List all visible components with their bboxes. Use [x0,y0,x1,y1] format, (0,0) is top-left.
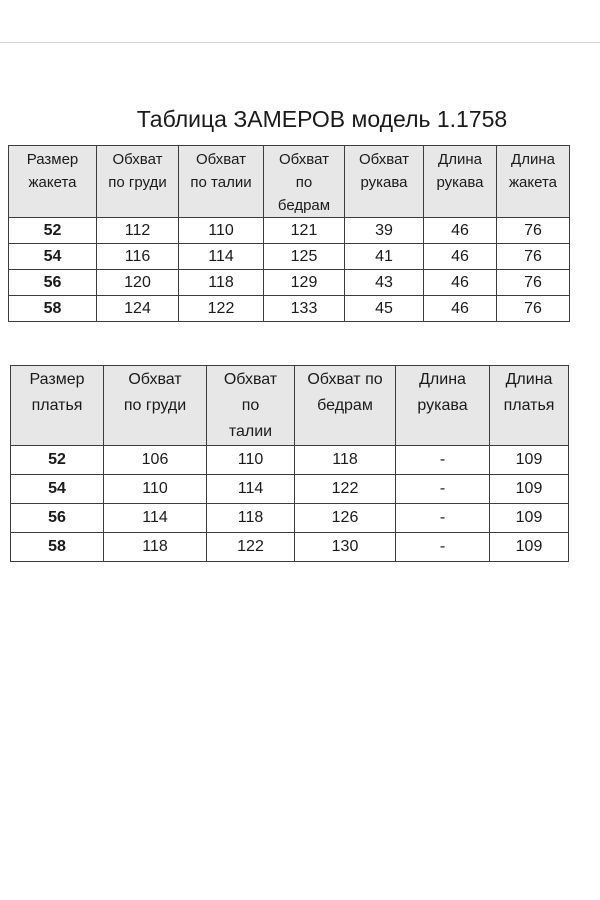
table-cell: 45 [345,296,424,322]
table-cell: 125 [264,244,345,270]
table-cell: 76 [497,296,570,322]
table-cell: 118 [295,446,396,475]
table-cell: 124 [97,296,179,322]
table-cell: 114 [179,244,264,270]
table-cell: 46 [424,270,497,296]
table-cell: 118 [179,270,264,296]
table-cell: 116 [97,244,179,270]
table-cell: 106 [104,446,207,475]
table-cell: 126 [295,504,396,533]
table-cell: 122 [179,296,264,322]
table-cell: 76 [497,218,570,244]
table-cell: 109 [490,475,569,504]
table-row [9,296,570,322]
table-row [11,446,569,475]
column-header: Длина платья [490,366,569,446]
size-cell: 58 [9,296,97,322]
column-header: Размер жакета [9,146,97,218]
table-cell: 41 [345,244,424,270]
column-header: Обхват по груди [97,146,179,218]
column-header: Обхват по груди [104,366,207,446]
size-cell: 54 [11,475,104,504]
dress-measurements-table [10,365,569,562]
column-header: Длина рукава [424,146,497,218]
table-cell: 109 [490,446,569,475]
table-row [9,244,570,270]
size-cell: 52 [9,218,97,244]
table-cell: 130 [295,533,396,562]
table-row [11,504,569,533]
column-header: Размер платья [11,366,104,446]
table-cell: - [396,475,490,504]
table-cell: 110 [104,475,207,504]
table-cell: 120 [97,270,179,296]
table-cell: 109 [490,533,569,562]
size-cell: 54 [9,244,97,270]
table-cell: 122 [295,475,396,504]
column-header: Длина жакета [497,146,570,218]
table-cell: 43 [345,270,424,296]
top-divider [0,42,600,43]
size-cell: 56 [11,504,104,533]
table-cell: 39 [345,218,424,244]
table-cell: - [396,504,490,533]
table-cell: 114 [104,504,207,533]
size-cell: 56 [9,270,97,296]
table-row [9,218,570,244]
table-cell: 76 [497,244,570,270]
column-header: Обхват рукава [345,146,424,218]
table-cell: 110 [179,218,264,244]
table-cell: 112 [97,218,179,244]
table-cell: 110 [207,446,295,475]
column-header: Обхват по бедрам [264,146,345,218]
column-header: Обхват по талии [179,146,264,218]
jacket-measurements-table [8,145,570,322]
table-cell: 118 [207,504,295,533]
table-cell: 46 [424,296,497,322]
table-cell: 114 [207,475,295,504]
size-cell: 58 [11,533,104,562]
table-cell: 46 [424,244,497,270]
table-header-row [9,146,570,218]
table-row [9,270,570,296]
table-row [11,533,569,562]
table-header-row [11,366,569,446]
column-header: Обхват по талии [207,366,295,446]
column-header: Обхват по бедрам [295,366,396,446]
table-row [11,475,569,504]
table-cell: 109 [490,504,569,533]
table-cell: 46 [424,218,497,244]
table-cell: 76 [497,270,570,296]
table-cell: 118 [104,533,207,562]
table-cell: 129 [264,270,345,296]
table-cell: 122 [207,533,295,562]
table-cell: - [396,446,490,475]
table-cell: 133 [264,296,345,322]
table-cell: 121 [264,218,345,244]
size-cell: 52 [11,446,104,475]
column-header: Длина рукава [396,366,490,446]
page-title: Таблица ЗАМЕРОВ модель 1.1758 [136,106,508,132]
table-cell: - [396,533,490,562]
